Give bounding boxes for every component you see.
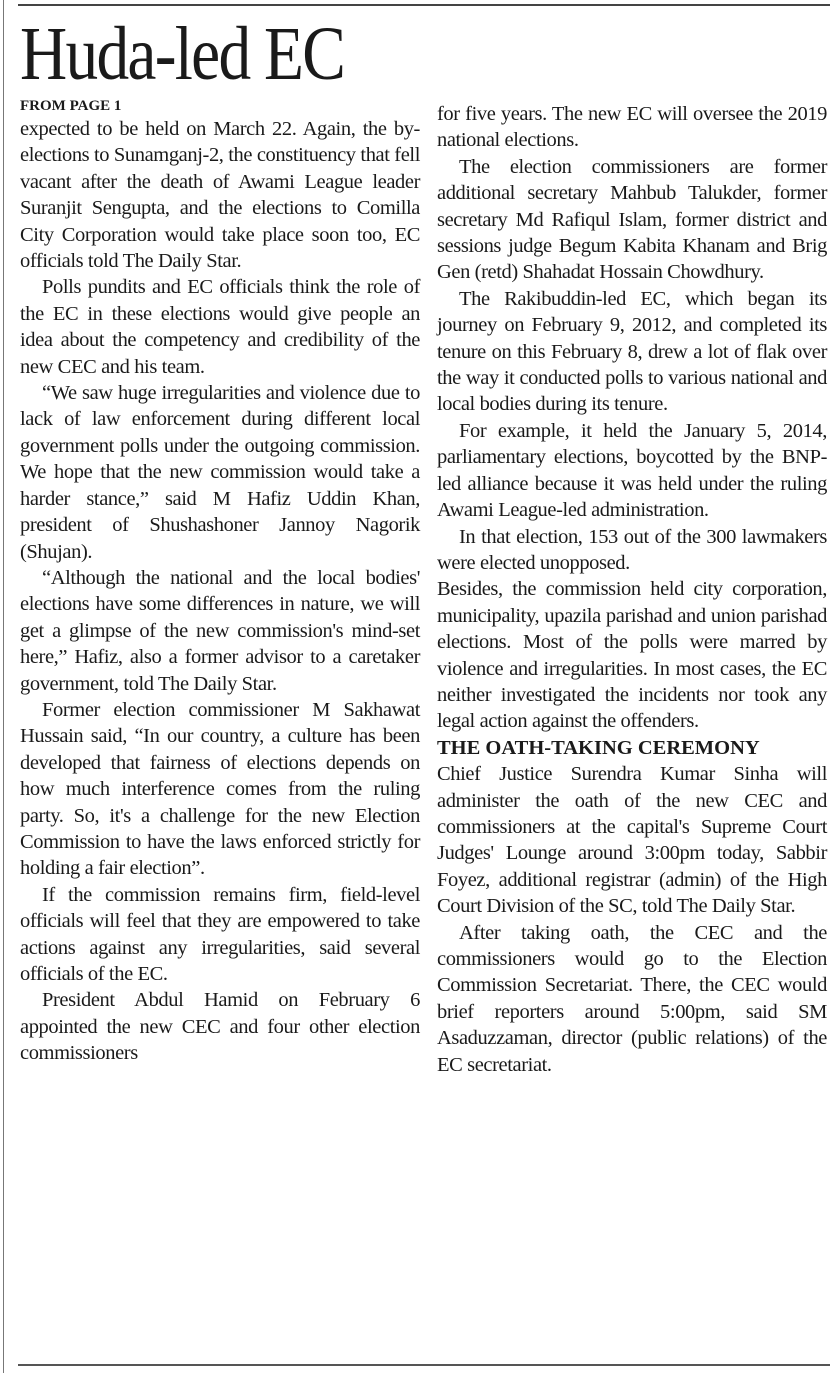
paragraph: The election commissioners are former additional secretary Mahbub Talukder, former secretary Md Rafiqul Islam, former district and sessions judge Begum Kabita Khanam and Brig Gen (retd) Shahadat Hossain Chowdhury.	[437, 155, 827, 284]
kicker-from-page: FROM PAGE 1	[20, 98, 122, 114]
top-rule	[18, 4, 830, 6]
paragraph: President Abdul Hamid on February 6 appointed the new CEC and four other election commissioners	[20, 989, 420, 1065]
paragraph: for five years. The new EC will oversee the 2019 national elections.	[437, 103, 827, 152]
left-border-rule	[3, 0, 4, 1373]
paragraph: “We saw huge irregularities and violence due to lack of law enforcement during different local government polls under the outgoing commission. We hope that the new commission would take a harder stance,” said M Hafiz Uddin Khan, president of Shushashoner Jannoy Nagorik (Shujan).	[20, 382, 420, 563]
paragraph: expected to be held on March 22. Again, the by-elections to Sunamganj-2, the constituency that fell vacant after the death of Awami League leader Suranjit Sengupta, and the elections to Comilla City Corporation would take place soon too, EC officials told The Daily Star.	[20, 118, 420, 273]
headline: Huda-led EC	[20, 12, 345, 96]
paragraph: After taking oath, the CEC and the commissioners would go to the Election Commission Secretariat. There, the CEC would brief reporters around 5:00pm, said SM Asaduzzaman, director (public relations) of the EC secretariat.	[437, 921, 827, 1076]
subheading: THE OATH-TAKING CEREMONY	[437, 736, 760, 759]
paragraph: “Although the national and the local bodies' elections have some differences in nature, we will get a glimpse of the new commission's mind-set here,” Hafiz, also a former advisor to a caretaker government, told The Daily Star.	[20, 566, 420, 695]
paragraph: The Rakibuddin-led EC, which began its journey on February 9, 2012, and completed its tenure on this February 8, drew a lot of flak over the way it conducted polls to various national and local bodies during its tenure.	[437, 287, 827, 416]
paragraph: Besides, the commission held city corporation, municipality, upazila parishad and union parishad elections. Most of the polls were marred by violence and irregularities. In most cases, the EC neither investigated the incidents nor took any legal action against the offenders.	[437, 578, 827, 733]
article-column-right	[437, 96, 827, 1078]
paragraph: In that election, 153 out of the 300 lawmakers were elected unopposed.	[437, 525, 827, 574]
paragraph: Former election commissioner M Sakhawat Hussain said, “In our country, a culture has been developed that fairness of elections depends on how much interference comes from the ruling party. So, it's a challenge for the new Election Commission to have the laws enforced strictly for holding a fair election”.	[20, 698, 420, 880]
paragraph: Chief Justice Surendra Kumar Sinha will administer the oath of the new CEC and commissioners at the capital's Supreme Court Judges' Lounge around 3:00pm today, Sabbir Foyez, additional registrar (admin) of the High Court Division of the SC, told The Daily Star.	[437, 763, 827, 918]
bottom-rule	[18, 1364, 830, 1366]
article-column-left	[20, 96, 420, 1067]
paragraph: If the commission remains firm, field-level officials will feel that they are empowered to take actions against any irregularities, said several officials of the EC.	[20, 883, 420, 985]
paragraph: Polls pundits and EC officials think the role of the EC in these elections would give people an idea about the competency and credibility of the new CEC and his team.	[20, 276, 420, 378]
paragraph: For example, it held the January 5, 2014, parliamentary elections, boycotted by the BNP-led alliance because it was held under the ruling Awami League-led administration.	[437, 419, 827, 522]
